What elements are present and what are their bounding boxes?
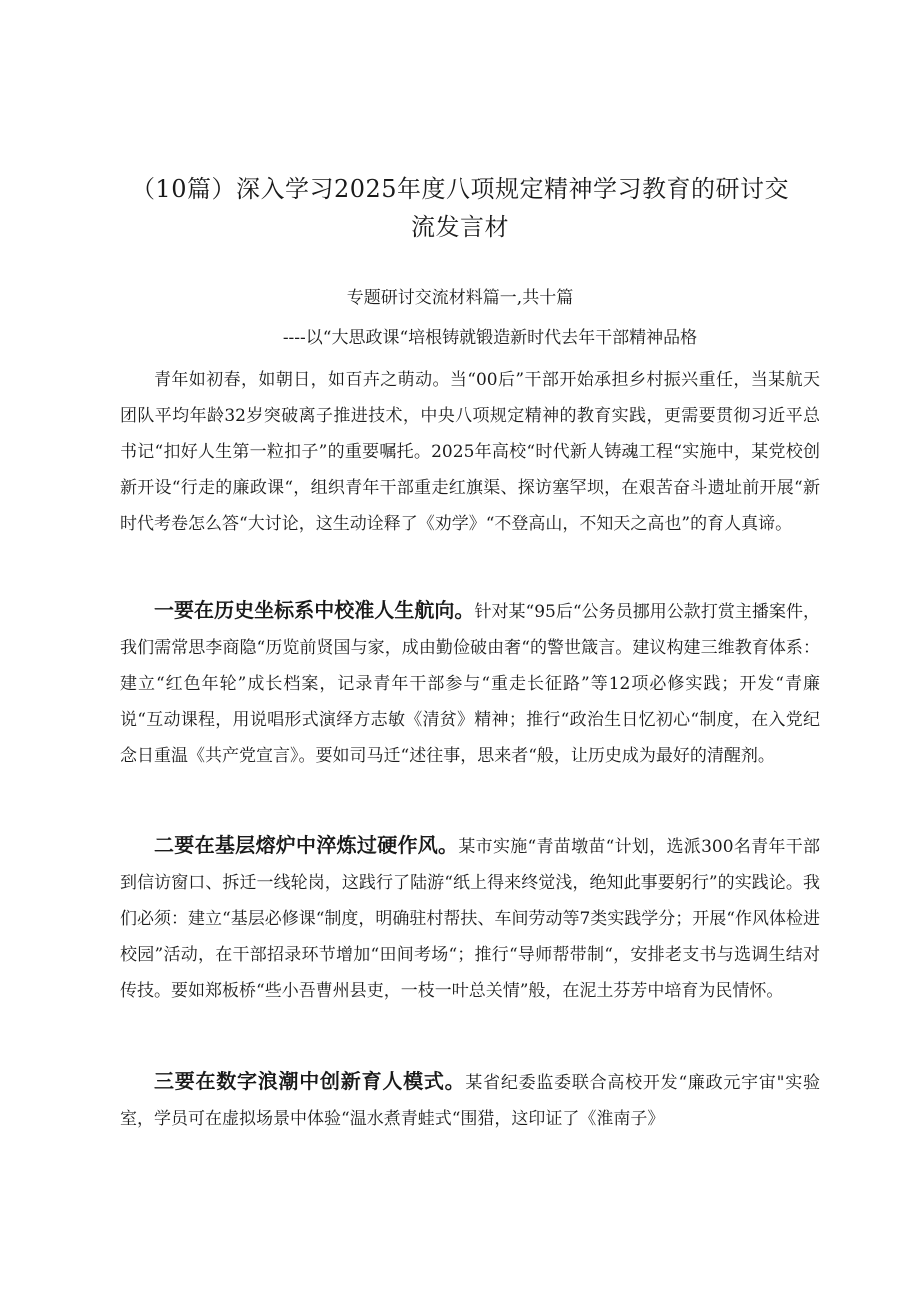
section-1-paragraph: [120, 592, 820, 774]
intro-paragraph: 青年如初春，如朝日，如百卉之萌动。当“00后”干部开始承担乡村振兴重任，当某航天团队平均年龄32岁突破离子推进技术，中央八项规定精神的教育实践，更需要贯彻习近平总书记“扣好人生第一粒扣子”的重要嘱托。2025年高校“时代新人铸魂工程“实施中，某党校创新开设“行走的廉政课“，组织青年干部重走红旗渠、探访塞罕坝，在艰苦奋斗遗址前开展“新时代考卷怎么答“大讨论，这生动诠释了《劝学》“不登高山，不知天之高也”的育人真谛。: [120, 370, 820, 534]
section-1-body: 针对某“95后“公务员挪用公款打赏主播案件，我们需常思李商隐“历览前贤国与家，成由勤俭破由奢“的警世箴言。建议构建三维教育体系：建立“红色年轮”成长档案，记录青年干部参与“重走长征路”等12项必修实践；开发“青廉说“互动课程，用说唱形式演绎方志敏《清贫》精神；推行“政治生日忆初心“制度，在入党纪念日重温《共产党宣言》。要如司马迁“述往事，思来者“般，让历史成为最好的清醒剂。: [120, 602, 821, 766]
document-title: [100, 170, 820, 246]
section-2-paragraph: [120, 827, 820, 1009]
section-3-paragraph: [120, 1063, 820, 1137]
title-line-2: 流发言材: [411, 213, 509, 241]
section-2-body: 某市实施“青苗墩苗“计划，选派300名青年干部到信访窗口、拆迁一线轮岗，这践行了陆游“纸上得来终觉浅，绝知此事要躬行”的实践论。我们必须：建立“基层必修课“制度，明确驻村帮扶、车间劳动等7类实践学分；开展“作风体检进校园”活动，在干部招录环节增加“田间考场“；推行“导师帮带制“，安排老支书与选调生结对传技。要如郑板桥“些小吾曹州县吏，一枝一叶总关情”般，在泥土芬芳中培育为民情怀。: [120, 837, 820, 1001]
section-2-heading: 二要在基层熔炉中淬炼过硬作风。: [154, 833, 459, 857]
section-3-body: 某省纪委监委联合高校开发“廉政元宇宙"实验室，学员可在虚拟场景中体验“温水煮青蛙式“围猎，这印证了《淮南子》: [120, 1073, 821, 1129]
subtitle-series: 专题研讨交流材料篇一,共十篇: [346, 288, 574, 308]
section-3-heading: 三要在数字浪潮中创新育人模式。: [154, 1069, 466, 1093]
subtitle-theme: ----以“大思政课“培根铸就锻造新时代去年干部精神品格: [282, 328, 698, 348]
title-line-1: （10篇）深入学习2025年度八项规定精神学习教育的研讨交: [130, 175, 790, 203]
section-1-heading: 一要在历史坐标系中校准人生航向。: [154, 598, 475, 622]
